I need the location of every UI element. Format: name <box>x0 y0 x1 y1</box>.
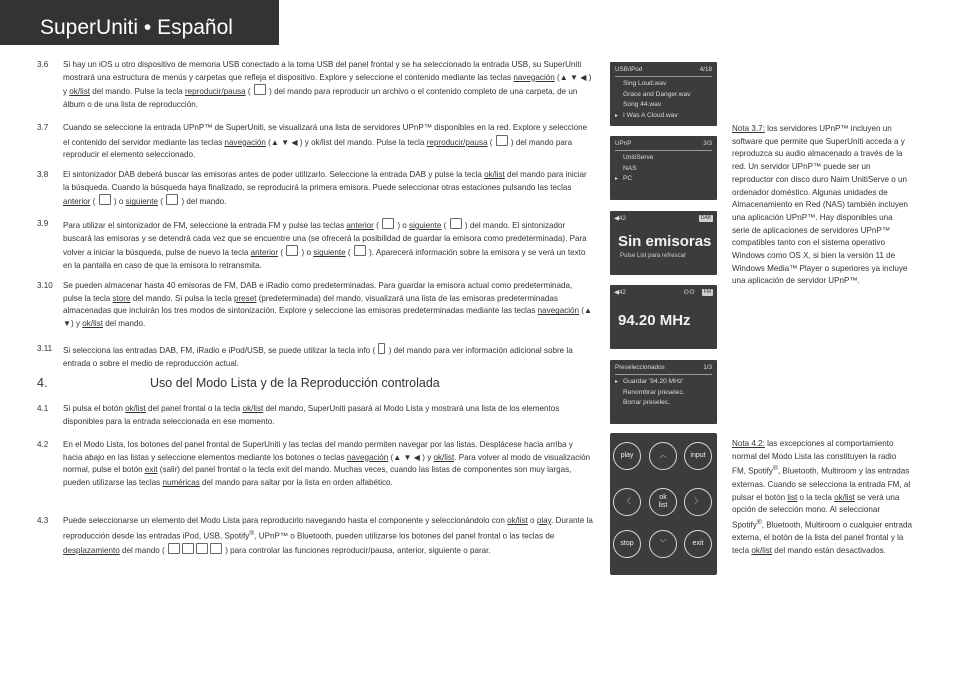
list-item: Song 44.wav <box>623 101 662 109</box>
para-number: 3.9 <box>37 219 49 228</box>
display-fm <box>610 285 717 349</box>
previous-icon <box>168 543 180 554</box>
play-pause-icon <box>182 543 194 554</box>
down-button[interactable] <box>649 530 677 558</box>
input-badge: FM <box>703 289 711 295</box>
previous-icon <box>286 245 298 256</box>
para-number: 3.10 <box>37 281 53 290</box>
display-presets <box>610 360 717 424</box>
display-upnp <box>610 136 717 200</box>
para-number: 3.11 <box>37 344 53 353</box>
chevron-up-icon: ︿ <box>659 452 667 459</box>
display-dab <box>610 211 717 275</box>
chevron-left-icon: 〈 <box>623 498 631 505</box>
paragraph-4-2: En el Modo Lista, los botones del panel frontal de SuperUniti y las teclas del mando permiten navegar por las listas. Desplácese hacia arriba y hacia abajo en las listas y seleccione elementos mediante los botones o teclas navegación (▲ ▼ ◀ ) y ok/list. Para volver al modo de visualización normal, pulse el botón exit (salir) del panel frontal o la tecla exit del mando. Muchas veces, cuando las listas de componentes son muy largas, pueden utilizarse las teclas numéricas del mando para saltar por la lista en orden alfabético. <box>63 440 591 487</box>
display-usb-ipod <box>610 62 717 126</box>
next-icon <box>354 245 366 256</box>
info-icon <box>378 343 385 354</box>
chevron-right-icon: 〉 <box>694 498 702 505</box>
display-list <box>615 153 714 185</box>
para-number: 3.7 <box>37 123 49 132</box>
list-item-selected: ▸ Guardar '94.20 MHz' <box>615 377 714 388</box>
next-icon <box>166 194 178 205</box>
up-button[interactable] <box>649 442 677 470</box>
list-item: NAS <box>623 164 637 172</box>
list-item: UnitiServe <box>623 154 654 161</box>
para-number: 4.3 <box>37 516 49 525</box>
list-item: Borrar preselec. <box>623 399 670 407</box>
note-4-2: Nota 4.2: las excepciones al comportamiento normal del Modo Lista las constituyen la radio FM, Spotify®, Bluetooth, Multiroom y las entradas externas. Cuando se selecciona la entrada FM, al pulsar el botón list o la tecla ok/list se verá una opción de selección mono. Al seleccionar Spotify®, Bluetooth, Multiroom o cualquier entrada externa, el botón de la lista del panel frontal y la tecla ok/list del mando están desactivados. <box>732 439 913 555</box>
list-item-selected: ▸ PC <box>615 174 714 185</box>
frequency-display: 94.20 MHz <box>618 312 691 329</box>
section-title: Uso del Modo Lista y de la Reproducción controlada <box>150 376 440 390</box>
para-number: 3.6 <box>37 60 49 69</box>
stop-button[interactable]: stop <box>613 530 641 558</box>
para-number: 4.2 <box>37 440 49 449</box>
volume-indicator: ◀42 <box>614 289 626 296</box>
station-message: Sin emisoras <box>618 233 712 250</box>
chevron-down-icon: ﹀ <box>659 540 667 547</box>
paragraph-4-3: Puede seleccionarse un elemento del Modo Lista para reproducirlo navegando hasta el componente y seleccionándolo con ok/list o play. Durante la reproducción desde las entradas iPod, USB, Spotify®, UPnP™ o Bluetooth, pueden utilizarse los botones del panel frontal o las teclas de desplazamiento del mando ( ) para controlar las funciones reproducir/pausa, anterior, siguiente o parar. <box>63 516 593 555</box>
paragraph-3-11: Si selecciona las entradas DAB, FM, iRadio e iPod/USB, se puede utilizar la tecla info ( ) del mando para ver información adicional sobre la entrada o sobre el medio de reproducción actual. <box>63 343 593 370</box>
display-header: Preseleccionados 1/3 <box>615 364 712 375</box>
page-title: SuperUniti • Español <box>40 16 233 39</box>
list-item: Renombrar preselec. <box>623 388 685 396</box>
left-button[interactable] <box>613 488 641 516</box>
ok-list-label: ok list <box>658 494 668 509</box>
list-item-selected: ▸ I Was A Cloud.wav <box>615 111 714 122</box>
section-number: 4. <box>37 376 48 390</box>
play-pause-icon <box>254 84 266 95</box>
paragraph-3-6: Si hay un iOS u otro dispositivo de memoria USB conectado a la toma USB del panel frontal y se ha seleccionado la entrada USB, su SuperUniti mostrará una estructura de menús y carpetas que refleja el dispositivo. Explore y seleccione el contenido mediante las teclas navegación (▲ ▼ ◀ ) y ok/list del mando. Pulse la tecla reproducir/pausa ( ) del mando para reproducir un archivo o el contenido completo de una carpeta, de un álbum o de una lista de reproducción. <box>63 60 592 109</box>
list-item: Sing Loud.wav <box>623 80 667 87</box>
next-icon <box>196 543 208 554</box>
play-button[interactable]: play <box>613 442 641 470</box>
note-3-7: Nota 3.7: los servidores UPnP™ incluyen un software que permite que SuperUniti acceda a y reproduzca su audio almacenado a través de la red. Un servidor UPnP™ puede ser un reproductor con disco duro Naim UnitiServe o un ordenador doméstico. Algunas unidades de Almacenamiento en Red (NAS) también incluyen una aplicación UPnP™. Hay disponibles una serie de aplicaciones de servidores UPnP™ compatibles tanto con el sistema operativo Windows como OS X, si bien la versión 11 de Windows Media™ Player o superiores ya incluye una aplicación de servidor UPnP™. <box>732 124 908 286</box>
list-item: Grace and Danger.wav <box>623 90 691 98</box>
play-pause-icon <box>496 135 508 146</box>
header-bar <box>0 0 279 45</box>
input-badge: DAB <box>700 215 711 221</box>
display-header: UPnP 3/3 <box>615 140 712 151</box>
station-hint: Pulse List para refrescar <box>620 252 687 259</box>
input-button[interactable]: input <box>684 442 712 470</box>
para-number: 3.8 <box>37 170 49 179</box>
previous-icon <box>382 218 394 229</box>
volume-indicator: ◀42 <box>614 215 626 222</box>
stop-icon <box>210 543 222 554</box>
paragraph-3-10: Se pueden almacenar hasta 40 emisoras de FM, DAB e iRadio como predeterminadas. Para guardar la emisora actual como predeterminada, pulse la tecla store del mando. Si pulsa la tecla preset (predeterminada) del mando, visualizará una lista de las emisoras predeterminadas almacenadas que incluirán los tres modos de sintonización. Explore y seleccione las emisoras predeterminadas mediante las teclas navegación (▲ ▼) y ok/list del mando. <box>63 281 593 328</box>
stereo-icon: ⊙⊙ <box>683 289 695 296</box>
display-header: USB/iPod 4/18 <box>615 66 712 77</box>
right-button[interactable] <box>684 488 712 516</box>
remote-control-panel <box>610 433 717 575</box>
para-number: 4.1 <box>37 404 49 413</box>
display-list <box>615 79 714 121</box>
paragraph-3-7: Cuando se seleccione la entrada UPnP™ de SuperUniti, se visualizará una lista de servidores UPnP™ disponibles en la red. Explore y seleccione el contenido del servidor mediante las teclas navegación (▲ ▼ ◀ ) y ok/list del mando. Pulse la tecla reproducir/pausa ( ) del mando para reproducir el elemento seleccionado. <box>63 123 588 160</box>
display-list <box>615 377 714 409</box>
paragraph-4-1: Si pulsa el botón ok/list del panel frontal o la tecla ok/list del mando, SuperUniti pasará al Modo Lista y mostrará una lista de los elementos disponibles para la entrada seleccionada en ese momento. <box>63 404 560 426</box>
next-icon <box>450 218 462 229</box>
previous-icon <box>99 194 111 205</box>
paragraph-3-9: Para utilizar el sintonizador de FM, seleccione la entrada FM y pulse las teclas anterior ( ) o siguiente ( ) del mando. El sintonizador buscará las emisoras y se detendrá cada vez que se encuentre una (se ofrecerá la posibilidad de guardar la emisora como predeterminada). Para volver a iniciar la búsqueda, pulse de nuevo la tecla anterior ( ) o siguiente ( ). Aparecerá información sobre la emisora y se verá un texto en la pantalla en caso de que la emisora lo retransmita. <box>63 218 593 272</box>
exit-button[interactable]: exit <box>684 530 712 558</box>
ok-list-button[interactable] <box>649 488 677 516</box>
paragraph-3-8: El sintonizador DAB deberá buscar las emisoras antes de poder utilizarlo. Seleccione la entrada DAB y pulse la tecla ok/list del mando para iniciar la búsqueda. Cuando la búsqueda haya finalizado, se reproducirá la primera emisora. Puede seleccionar otras estaciones pulsando las teclas anterior ( ) o siguiente ( ) del mando. <box>63 170 587 207</box>
